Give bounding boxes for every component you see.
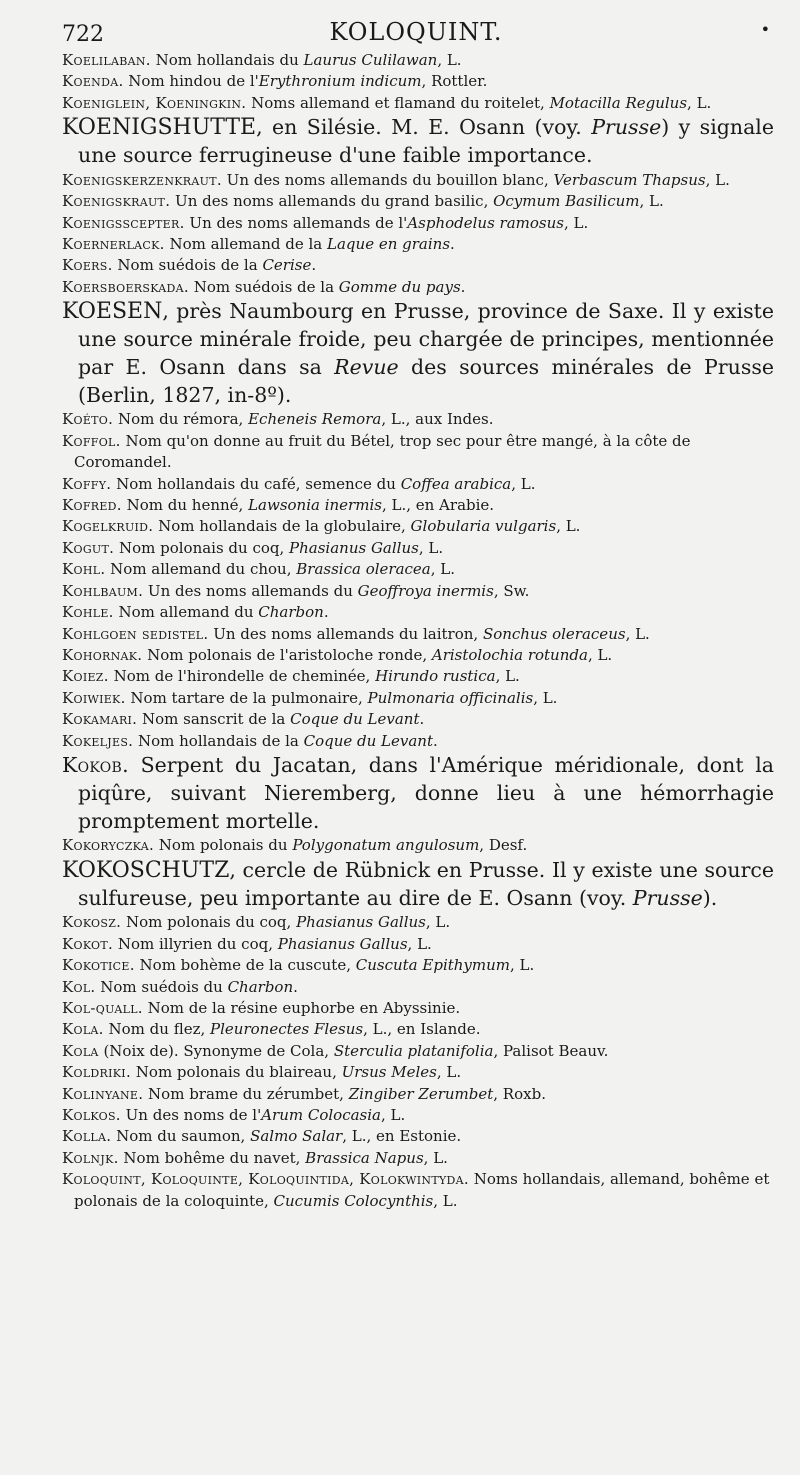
dictionary-entry [62,934,774,955]
dictionary-entry [62,1041,774,1062]
entry-headword: Koeniglein, Koeningkin. [62,93,247,112]
entry-headword: Kolinyane. [62,1084,144,1103]
entry-italic-text: Sonchus oleraceus [482,624,626,643]
entry-text: , L., en Islande. [363,1020,481,1039]
dictionary-entry [62,977,774,998]
entry-headword: KOKOSCHUTZ [62,857,230,883]
entry-headword: Kokamari. [62,710,138,729]
entry-headword: Kokotice. [62,956,135,975]
dictionary-entry [62,835,774,856]
corner-mark: • [760,20,770,39]
entry-text: Un des noms allemands du bouillon blanc, [221,170,554,189]
entry-text: Noms allemand et flamand du roitelet, [246,93,550,112]
entry-text: Noms hollandais, allemand, bohême et polonais de la coloquinte, [74,1170,770,1210]
dictionary-entry [62,731,774,752]
entry-text: , L. [437,51,462,69]
page-header [62,18,770,52]
entry-text: , L. [625,624,650,643]
entry-text: , L. [407,934,432,953]
entry-text: Un des noms de l' [120,1105,262,1124]
dictionary-entry [62,857,774,913]
dictionary-entry [62,495,774,516]
entry-headword: Koiez. [62,667,109,686]
entry-text: Nom polonais du blaireau, [131,1063,342,1082]
dictionary-entry [62,409,774,430]
entry-italic-text: Revue [334,354,399,379]
dictionary-entry [62,709,774,730]
entry-text: , cercle de Rübnick en Prusse. Il y existe une source sulfureuse, peu importante au dire de E. Osann (voy. [78,857,774,910]
entry-italic-text: Coque du Levant [290,710,420,729]
entry-text: Nom de la résine euphorbe en Abyssinie. [142,998,461,1017]
dictionary-entry [62,298,774,409]
entry-text: (Noix de). Synonyme de Cola, [98,1041,334,1060]
entry-text: Un des noms allemands du [143,581,358,600]
entry-text: , L. [425,913,451,932]
dictionary-entry [62,998,774,1019]
entry-text: Nom qu'on donne au fruit du Bétel, trop sec pour être mangé, à la côte de Coromandel. [74,431,691,472]
entry-text: , L. [563,213,589,232]
dictionary-entry [62,1148,774,1169]
entry-text: Nom suédois du [95,977,228,996]
entry-text: . [433,731,438,750]
entry-text: Nom hollandais de la globulaire, [153,517,411,536]
entry-headword: Koenigskraut. [62,192,171,211]
entry-text: ) y signale une source ferrugineuse d'une faible importance. [78,115,774,168]
entry-headword: Kofred. [62,496,122,515]
entry-headword: Kokeljes. [62,731,134,750]
dictionary-entry [62,474,774,495]
entry-text: , L. [587,645,613,664]
dictionary-entry [62,234,774,255]
dictionary-entry [62,538,774,559]
entry-text: , Desf. [479,836,528,855]
entry-italic-text: Hirundo rustica [375,667,496,686]
entry-text: Nom polonais du [154,836,293,855]
entry-headword: Kohornak. [62,645,143,664]
entry-headword: Kogelkruid. [62,517,154,536]
entry-italic-text: Ursus Meles [341,1063,437,1082]
entry-text: , L. [381,1105,406,1124]
entry-headword: Kokosz. [62,913,122,932]
entry-italic-text: Asphodelus ramosus [407,213,564,232]
entry-headword: Koelilaban. [62,51,151,69]
entry-text: , Rottler. [421,72,488,91]
entry-text: , L. [495,667,520,686]
entry-text: Nom allemand du chou, [105,560,297,579]
dictionary-entry [62,255,774,276]
entry-italic-text: Brassica oleracea [296,560,431,579]
entry-text: Serpent du Jacatan, dans l'Amérique méridionale, dont la piqûre, suivant Nieremberg, donne lieu à une hémorrhagie promptement mortelle. [78,752,774,833]
entry-italic-text: Gomme du pays [338,277,461,296]
page-number: 722 [62,22,104,47]
entry-text: Nom bohème de la cuscute, [134,956,356,975]
entry-headword: Koenigskerzenkraut. [62,170,222,189]
entry-headword: Koersboerskada. [62,277,189,296]
entry-headword: Koffol. [62,431,121,450]
dictionary-entry [62,624,774,645]
dictionary-entry [62,1019,774,1040]
entry-text: . [460,277,466,296]
entry-text: Nom hollandais du café, semence du [111,474,401,493]
entry-headword: KOENIGSHUTTE [62,115,257,141]
dictionary-entry [62,516,774,537]
entry-headword: Kola. [62,1020,104,1039]
entry-italic-text: Brassica Napus [305,1148,424,1167]
dictionary-entry [62,602,774,623]
entry-text: Nom brame du zérumbet, [143,1084,349,1103]
entry-italic-text: Cuscuta Epithymum [355,956,511,975]
entry-text: Nom polonais du coq, [121,913,297,932]
dictionary-entry [62,1169,774,1212]
entry-text: , L. [430,560,455,579]
entry-headword: Kola [62,1041,99,1060]
entry-text: Nom sanscrit de la [137,710,291,729]
entry-headword: Koéto. [62,410,114,429]
entry-text: , L. [423,1148,448,1167]
dictionary-entry [62,114,774,170]
dictionary-entry [62,581,774,602]
entry-text: Un des noms allemands du laitron, [208,624,483,643]
dictionary-entry [62,1062,774,1083]
entry-text: Nom illyrien du coq, [113,934,278,953]
entry-italic-text: Motacilla Regulus [549,93,688,112]
entry-text: Nom suédois de la [188,277,339,296]
entry-text: , L., aux Indes. [381,410,494,429]
entry-text: Nom allemand de la [164,235,328,254]
entry-headword: Koenda. [62,72,124,91]
entry-text: , L. [436,1063,462,1082]
entry-italic-text: Cerise [262,256,312,275]
entry-italic-text: Laque en grains [327,235,451,254]
entry-italic-text: Charbon [227,977,294,996]
entry-headword: Koiwiek. [62,688,126,707]
entry-headword: Koffy. [62,474,112,493]
dictionary-entry [62,645,774,666]
entry-italic-text: Arum Colocasia [261,1105,381,1124]
entry-headword: Kolla. [62,1127,112,1146]
dictionary-entry [62,559,774,580]
entry-italic-text: Globularia vulgaris [410,517,557,536]
entry-italic-text: Erythronium indicum [258,72,422,91]
entry-italic-text: Sterculia platanifolia [333,1041,494,1060]
entry-italic-text: Geoffroya inermis [357,581,494,600]
entry-text: . [311,256,317,275]
entry-italic-text: Phasianus Gallus [296,913,426,932]
entry-text: . [450,235,455,254]
dictionary-entry [62,50,774,71]
entry-headword: Kohlbaum. [62,581,144,600]
entry-text: , Roxb. [493,1084,546,1103]
entry-text: , L. [705,170,730,189]
running-head: KOLOQUINT. [329,18,503,46]
entry-text: Nom de l'hirondelle de cheminée, [108,667,376,686]
entry-italic-text: Coque du Levant [303,731,433,750]
dictionary-entry [62,93,774,114]
dictionary-entry [62,752,774,835]
entry-headword: Kolnjk. [62,1148,119,1167]
dictionary-entry [62,71,774,92]
entry-text: , L. [639,192,664,211]
entry-italic-text: Charbon [258,603,324,622]
entry-italic-text: Verbascum Thapsus [553,170,706,189]
entry-italic-text: Zingiber Zerumbet [348,1084,494,1103]
entry-text: Nom du henné, [121,496,249,515]
entry-headword: Koernerlack. [62,235,165,254]
dictionary-entry [62,213,774,234]
entry-text: , L. [687,93,712,112]
entry-italic-text: Salmo Salar [250,1127,343,1146]
entry-text: Nom du rémora, [113,410,249,429]
entry-headword: Koldriki. [62,1063,132,1082]
entry-headword: Kol-quall. [62,998,143,1017]
entry-headword: Kohlgoen sedistel. [62,624,209,643]
entry-text: , L. [556,517,581,536]
dictionary-entry [62,170,774,191]
entry-text: , L. [533,688,558,707]
entry-text: . [323,603,329,622]
entry-italic-text: Prusse [591,115,662,140]
entry-italic-text: Ocymum Basilicum [493,192,640,211]
entry-italic-text: Echeneis Remora [248,410,382,429]
entry-headword: Koloquint, Koloquinte, Koloquintida, Kolokwintyda. [62,1170,469,1189]
entry-headword: Kokot. [62,934,114,953]
dictionary-entry [62,1084,774,1105]
entry-italic-text: Phasianus Gallus [289,538,419,557]
entry-text: , L., en Arabie. [381,496,495,515]
dictionary-entry [62,912,774,933]
entry-text: Un des noms allemands du grand basilic, [170,192,494,211]
entry-text: , Palisot Beauv. [493,1041,609,1060]
entry-italic-text: Polygonatum angulosum [292,836,480,855]
entry-text: Nom bohême du navet, [118,1148,306,1167]
entry-headword: Kokob. [62,752,129,777]
dictionary-entry [62,191,774,212]
entry-text: , en Silésie. M. E. Osann (voy. [256,115,592,140]
entry-text: Nom polonais du coq, [114,538,290,557]
entry-italic-text: Prusse [632,885,703,910]
entry-headword: Kohl. [62,560,106,579]
entry-text: Nom du saumon, [111,1127,251,1146]
entry-text: des sources minérales de Prusse (Berlin, 1827, in-8º). [78,354,774,407]
dictionary-entry [62,1126,774,1147]
entry-text: , Sw. [493,581,530,600]
entry-italic-text: Cucumis Colocynthis [273,1191,434,1210]
entry-headword: Kohle. [62,603,114,622]
entry-text: , L. [510,956,535,975]
entry-text: Nom suédois de la [112,256,263,275]
entry-text: , près Naumbourg en Prusse, province de Saxe. Il y existe une source minérale froide, peu chargée de principes, mentionnée par E. Osann dans sa [78,299,774,379]
entry-headword: Koenigsscepter. [62,213,185,232]
dictionary-entry [62,955,774,976]
entry-text: Nom polonais de l'aristoloche ronde, [142,645,432,664]
dictionary-entry [62,666,774,687]
entry-text: Nom hollandais du [150,51,304,69]
entry-italic-text: Laurus Culilawan [303,51,438,69]
entry-text: , L. [418,538,444,557]
entry-italic-text: Lawsonia inermis [248,496,382,515]
entry-text: Un des noms allemands de l' [184,213,408,232]
entry-headword: KOESEN [62,299,163,325]
entry-headword: Kokoryczka. [62,836,155,855]
entry-text: Nom du flez, [103,1020,211,1039]
entry-text: ). [702,885,718,910]
entry-italic-text: Phasianus Gallus [277,934,408,953]
entry-headword: Kogut. [62,538,115,557]
entry-text: , L. [511,474,536,493]
entry-text: Nom allemand du [113,603,259,622]
entry-text: Nom hindou de l' [123,72,259,91]
entry-text: , L., en Estonie. [342,1127,462,1146]
entry-text: . [293,977,298,996]
entry-text: , L. [433,1191,458,1210]
dictionary-entry [62,277,774,298]
entry-headword: Kol. [62,977,96,996]
entry-italic-text: Pulmonaria officinalis [367,688,534,707]
dictionary-entry [62,688,774,709]
dictionary-entry [62,431,774,474]
entry-text: . [419,710,425,729]
entry-headword: Koers. [62,256,113,275]
entry-italic-text: Aristolochia rotunda [431,645,588,664]
entries-column [62,50,774,1212]
entry-italic-text: Coffea arabica [400,474,512,493]
entry-headword: Kolkos. [62,1105,121,1124]
dictionary-entry [62,1105,774,1126]
entry-text: Nom tartare de la pulmonaire, [125,688,368,707]
entry-text: Nom hollandais de la [133,731,304,750]
entry-italic-text: Pleuronectes Flesus [210,1020,364,1039]
